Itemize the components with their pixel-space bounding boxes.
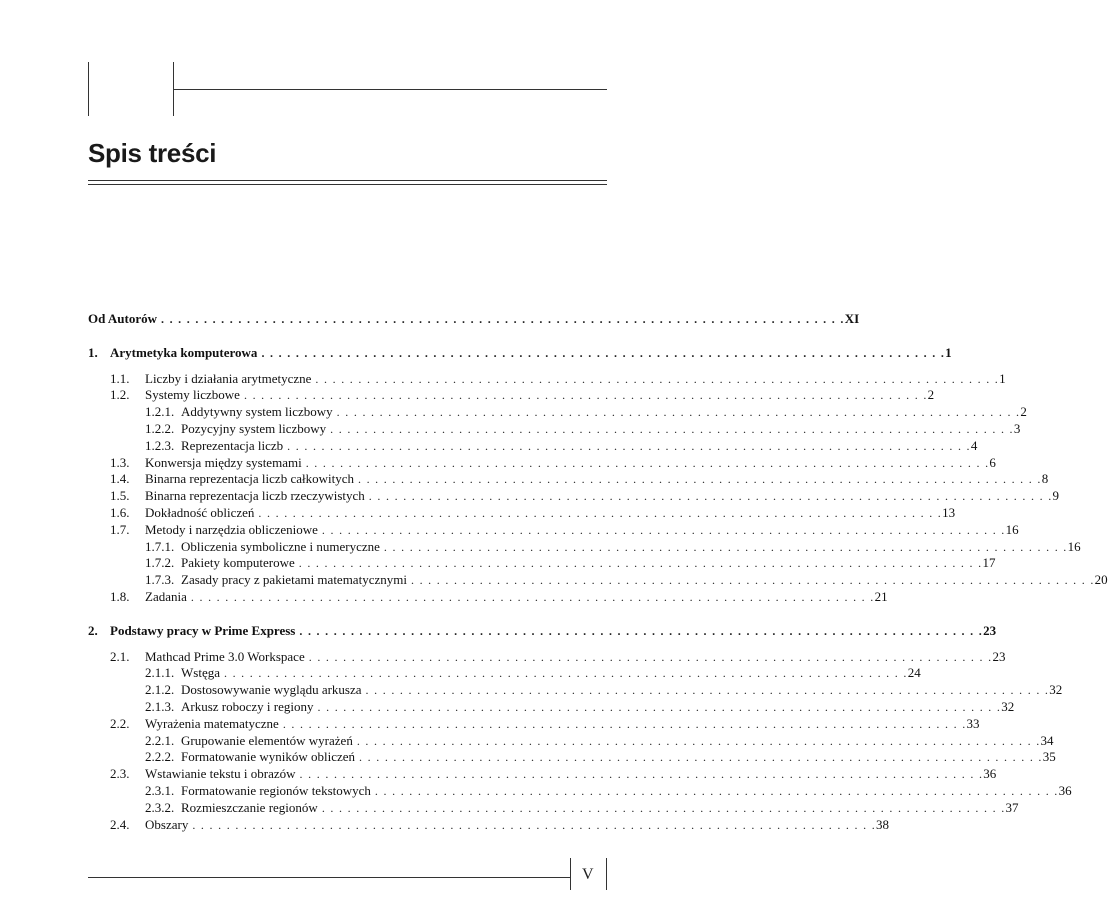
toc-entry-page: 1 [999, 370, 1006, 386]
toc-entry-number: 1.2.1. [145, 404, 175, 420]
toc-entry [88, 572, 1108, 589]
toc-entry [88, 766, 997, 783]
toc-leader-dots: . . . . . . . . . . . . . . . . . . . . . . . . . . . . . . . . . . . . . . . . . . . . . . . . . . . . . . . . . . . . . . . . . . . . . . . . . . . . . . . . [336, 405, 1021, 420]
toc-leader-dots: . . . . . . . . . . . . . . . . . . . . . . . . . . . . . . . . . . . . . . . . . . . . . . . . . . . . . . . . . . . . . . . . . . . . . . . . . . . . . . . . [357, 472, 1042, 487]
toc-entry-number: 1.8. [110, 588, 130, 604]
toc-entry-page: 35 [1042, 749, 1056, 765]
toc-leader-dots: . . . . . . . . . . . . . . . . . . . . . . . . . . . . . . . . . . . . . . . . . . . . . . . . . . . . . . . . . . . . . . . . . . . . . . . . . . . . . . . . [192, 817, 877, 832]
toc-entry-title: Obszary [145, 816, 189, 832]
toc-entry-number: 1. [88, 344, 98, 360]
toc-entry [88, 698, 1015, 716]
toc-entry-title: Zadania [145, 588, 187, 604]
toc-leader-dots: . . . . . . . . . . . . . . . . . . . . . . . . . . . . . . . . . . . . . . . . . . . . . . . . . . . . . . . . . . . . . . . . . . . . . . . . . . . . . . . . [330, 421, 1014, 436]
toc-entry-number: 1.7.2. [145, 555, 175, 571]
toc-entry-number: 2.2.1. [145, 732, 175, 748]
toc-entry [88, 504, 956, 522]
toc-entry-number: 1.2. [110, 387, 130, 403]
toc-leader-dots: . . . . . . . . . . . . . . . . . . . . . . . . . . . . . . . . . . . . . . . . . . . . . . . . . . . . . . . . . . . . . . . . . . . . . . . . . . . . . . . . [383, 539, 1068, 554]
toc-entry-page: 34 [1040, 732, 1054, 748]
toc-entry [88, 311, 860, 328]
toc-entry [88, 782, 1072, 800]
toc-entry-title: Podstawy pracy w Prime Express [110, 622, 296, 638]
toc-leader-dots: . . . . . . . . . . . . . . . . . . . . . . . . . . . . . . . . . . . . . . . . . . . . . . . . . . . . . . . . . . . . . . . . . . . . . . . . . . . . . . . . [298, 556, 983, 571]
toc-leader-dots: . . . . . . . . . . . . . . . . . . . . . . . . . . . . . . . . . . . . . . . . . . . . . . . . . . . . . . . . . . . . . . . . . . . . . . . . . . . . . . . . [359, 750, 1043, 765]
toc-leader-dots: . . . . . . . . . . . . . . . . . . . . . . . . . . . . . . . . . . . . . . . . . . . . . . . . . . . . . . . . . . . . . . . . . . . . . . . . . . . . . . . . [223, 666, 908, 681]
footer-rule-right [606, 858, 607, 890]
toc-leader-dots: . . . . . . . . . . . . . . . . . . . . . . . . . . . . . . . . . . . . . . . . . . . . . . . . . . . . . . . . . . . . . . . . . . . . . . . . . . . . . . . . [365, 683, 1050, 698]
toc-leader-dots: . . . . . . . . . . . . . . . . . . . . . . . . . . . . . . . . . . . . . . . . . . . . . . . . . . . . . . . . . . . . . . . . . . . . . . . . . . . . . . . . [243, 388, 928, 403]
toc-entry-page: XI [844, 311, 860, 326]
toc-entry-page: 13 [942, 504, 956, 520]
footer-rule [88, 877, 570, 878]
toc-entry-page: 36 [1058, 782, 1072, 798]
toc-leader-dots: . . . . . . . . . . . . . . . . . . . . . . . . . . . . . . . . . . . . . . . . . . . . . . . . . . . . . . . . . . . . . . . . . . . . . . . . . . . . . . . . [299, 623, 984, 638]
toc-leader-dots: . . . . . . . . . . . . . . . . . . . . . . . . . . . . . . . . . . . . . . . . . . . . . . . . . . . . . . . . . . . . . . . . . . . . . . . . . . . . . . . . [305, 455, 990, 470]
toc-entry-page: 3 [1013, 420, 1021, 436]
toc-entry [88, 622, 997, 640]
toc-leader-dots: . . . . . . . . . . . . . . . . . . . . . . . . . . . . . . . . . . . . . . . . . . . . . . . . . . . . . . . . . . . . . . . . . . . . . . . . . . . . . . . . [261, 345, 946, 360]
toc-leader-dots: . . . . . . . . . . . . . . . . . . . . . . . . . . . . . . . . . . . . . . . . . . . . . . . . . . . . . . . . . . . . . . . . . . . . . . . . . . . . . . . . [308, 649, 993, 664]
toc-entry [88, 799, 1019, 817]
toc-entry [88, 387, 935, 404]
toc-entry [88, 749, 1056, 766]
toc-entry-number: 2. [88, 622, 98, 638]
toc-entry [88, 648, 1006, 666]
toc-entry-title: Rozmieszczanie regionów [181, 799, 318, 815]
toc-leader-dots: . . . . . . . . . . . . . . . . . . . . . . . . . . . . . . . . . . . . . . . . . . . . . . . . . . . . . . . . . . . . . . . . . . . . . . . . . . . . . . . . [190, 589, 875, 604]
toc-entry [88, 682, 1063, 699]
toc-entry [88, 521, 1019, 539]
toc-leader-dots: . . . . . . . . . . . . . . . . . . . . . . . . . . . . . . . . . . . . . . . . . . . . . . . . . . . . . . . . . . . . . . . . . . . . . . . . . . . . . . . . [368, 489, 1053, 504]
toc-entry [88, 555, 996, 572]
toc-entry [88, 732, 1054, 750]
toc-entry [88, 715, 980, 733]
toc-entry-number: 2.1.2. [145, 682, 175, 698]
toc-entry-page: 2 [1020, 404, 1027, 420]
page-number: V [582, 866, 594, 883]
toc-leader-dots: . . . . . . . . . . . . . . . . . . . . . . . . . . . . . . . . . . . . . . . . . . . . . . . . . . . . . . . . . . . . . . . . . . . . . . . . . . . . . . . . [287, 438, 971, 453]
page-title: Spis treści [88, 138, 217, 168]
toc-entry-title: Konwersja między systemami [145, 454, 302, 470]
toc-entry [88, 816, 890, 834]
toc-entry [88, 471, 1049, 488]
toc-leader-dots: . . . . . . . . . . . . . . . . . . . . . . . . . . . . . . . . . . . . . . . . . . . . . . . . . . . . . . . . . . . . . . . . . . . . . . . . . . . . . . . . [299, 767, 984, 782]
toc-entry-number: 2.1. [110, 648, 130, 664]
toc-entry-title: Liczby i działania arytmetyczne [145, 370, 312, 386]
toc-entry-page: 38 [876, 816, 890, 832]
toc-entry-title: Metody i narzędzia obliczeniowe [145, 521, 318, 537]
toc-entry-page: 33 [966, 715, 980, 731]
toc-entry-number: 1.6. [110, 504, 130, 520]
toc-entry-page: 20 [1094, 572, 1108, 588]
toc-entry-title: Zasady pracy z pakietami matematycznymi [181, 572, 407, 588]
toc-entry-number: 1.5. [110, 488, 130, 504]
toc-entry-title: Dokładność obliczeń [145, 504, 255, 520]
toc-leader-dots: . . . . . . . . . . . . . . . . . . . . . . . . . . . . . . . . . . . . . . . . . . . . . . . . . . . . . . . . . . . . . . . . . . . . . . . . . . . . . . . . [258, 505, 943, 520]
toc-entry [88, 488, 1059, 505]
toc-entry-title: Pakiety komputerowe [181, 555, 295, 571]
header-rule-top [173, 89, 607, 90]
toc-entry-title: Wstawianie tekstu i obrazów [145, 766, 296, 782]
toc-entry-page: 6 [989, 454, 996, 470]
toc-entry-number: 2.1.3. [145, 698, 175, 714]
toc-entry-number: 1.4. [110, 471, 130, 487]
toc-leader-dots: . . . . . . . . . . . . . . . . . . . . . . . . . . . . . . . . . . . . . . . . . . . . . . . . . . . . . . . . . . . . . . . . . . . . . . . . . . . . . . . . [410, 573, 1095, 588]
toc-entry-title: Grupowanie elementów wyrażeń [181, 732, 353, 748]
toc-entry [88, 404, 1027, 421]
toc-entry-number: 2.3.2. [145, 799, 175, 815]
toc-entry-page: 9 [1052, 488, 1059, 504]
toc-entry-page: 2 [927, 387, 935, 403]
toc-entry-title: Binarna reprezentacja liczb rzeczywistych [145, 488, 365, 504]
title-rule-2 [88, 184, 607, 185]
toc-entry-page: 8 [1041, 471, 1049, 487]
header-rule-left [88, 62, 89, 116]
toc-entry-number: 1.7. [110, 521, 130, 537]
toc-entry-title: Systemy liczbowe [145, 387, 240, 403]
toc-entry [88, 437, 978, 455]
toc-entry [88, 420, 1021, 438]
toc-entry-title: Mathcad Prime 3.0 Workspace [145, 648, 305, 664]
toc-entry-title: Addytywny system liczbowy [181, 404, 333, 420]
toc-entry-page: 24 [907, 665, 921, 681]
toc-leader-dots: . . . . . . . . . . . . . . . . . . . . . . . . . . . . . . . . . . . . . . . . . . . . . . . . . . . . . . . . . . . . . . . . . . . . . . . . . . . . . . . . [315, 371, 1000, 386]
toc-leader-dots: . . . . . . . . . . . . . . . . . . . . . . . . . . . . . . . . . . . . . . . . . . . . . . . . . . . . . . . . . . . . . . . . . . . . . . . . . . . . . . . . [321, 800, 1006, 815]
toc-entry-number: 2.1.1. [145, 665, 175, 681]
toc-entry-title: Binarna reprezentacja liczb całkowitych [145, 471, 354, 487]
toc-leader-dots: . . . . . . . . . . . . . . . . . . . . . . . . . . . . . . . . . . . . . . . . . . . . . . . . . . . . . . . . . . . . . . . . . . . . . . . . . . . . . . . . [374, 783, 1059, 798]
toc-entry-title: Obliczenia symboliczne i numeryczne [181, 538, 380, 554]
toc-entry-page: 4 [970, 437, 978, 453]
toc-entry-title: Wyrażenia matematyczne [145, 715, 279, 731]
toc-entry-page: 21 [874, 588, 888, 604]
toc-entry [88, 454, 996, 472]
toc-entry-page: 1 [945, 344, 952, 360]
toc-entry-title: Arkusz roboczy i regiony [181, 698, 314, 714]
toc-entry-page: 16 [1005, 521, 1019, 537]
toc-entry-number: 2.3.1. [145, 782, 175, 798]
toc-entry-title: Od Autorów [88, 311, 157, 326]
toc-entry-number: 1.1. [110, 370, 130, 386]
table-of-contents [88, 311, 1108, 833]
toc-entry-number: 2.2.2. [145, 749, 175, 765]
toc-entry-title: Reprezentacja liczb [181, 437, 284, 453]
toc-entry [88, 588, 888, 606]
toc-entry-page: 23 [992, 648, 1006, 664]
toc-entry [88, 344, 952, 362]
toc-entry-number: 1.3. [110, 454, 130, 470]
toc-entry-title: Wstęga [181, 665, 220, 681]
toc-leader-dots: . . . . . . . . . . . . . . . . . . . . . . . . . . . . . . . . . . . . . . . . . . . . . . . . . . . . . . . . . . . . . . . . . . . . . . . . . . . . . . . . [160, 312, 845, 326]
toc-entry-number: 2.2. [110, 715, 130, 731]
toc-entry-number: 2.3. [110, 766, 130, 782]
toc-entry [88, 538, 1081, 556]
footer-rule-left [570, 858, 571, 890]
toc-entry-page: 32 [1001, 698, 1015, 714]
toc-entry-title: Arytmetyka komputerowa [110, 344, 258, 360]
toc-entry-title: Dostosowywanie wyglądu arkusza [181, 682, 362, 698]
toc-entry-number: 1.2.3. [145, 437, 175, 453]
toc-entry-page: 36 [983, 766, 997, 782]
toc-entry-number: 1.7.1. [145, 538, 175, 554]
title-rule-1 [88, 180, 607, 181]
toc-entry [88, 665, 921, 682]
toc-entry-number: 2.4. [110, 816, 130, 832]
toc-entry-title: Formatowanie regionów tekstowych [181, 782, 371, 798]
toc-entry-number: 1.2.2. [145, 420, 175, 436]
toc-leader-dots: . . . . . . . . . . . . . . . . . . . . . . . . . . . . . . . . . . . . . . . . . . . . . . . . . . . . . . . . . . . . . . . . . . . . . . . . . . . . . . . . [321, 522, 1006, 537]
toc-entry-page: 32 [1049, 682, 1063, 698]
toc-leader-dots: . . . . . . . . . . . . . . . . . . . . . . . . . . . . . . . . . . . . . . . . . . . . . . . . . . . . . . . . . . . . . . . . . . . . . . . . . . . . . . . . [356, 733, 1041, 748]
toc-entry-page: 16 [1067, 538, 1081, 554]
toc-entry-title: Pozycyjny system liczbowy [181, 420, 327, 436]
toc-entry-page: 37 [1005, 799, 1019, 815]
toc-entry-number: 1.7.3. [145, 572, 175, 588]
toc-leader-dots: . . . . . . . . . . . . . . . . . . . . . . . . . . . . . . . . . . . . . . . . . . . . . . . . . . . . . . . . . . . . . . . . . . . . . . . . . . . . . . . . [282, 716, 967, 731]
toc-entry-page: 17 [982, 555, 996, 571]
toc-entry [88, 370, 1006, 388]
toc-leader-dots: . . . . . . . . . . . . . . . . . . . . . . . . . . . . . . . . . . . . . . . . . . . . . . . . . . . . . . . . . . . . . . . . . . . . . . . . . . . . . . . . [317, 699, 1002, 714]
toc-entry-title: Formatowanie wyników obliczeń [181, 749, 356, 765]
toc-entry-page: 23 [983, 622, 997, 638]
